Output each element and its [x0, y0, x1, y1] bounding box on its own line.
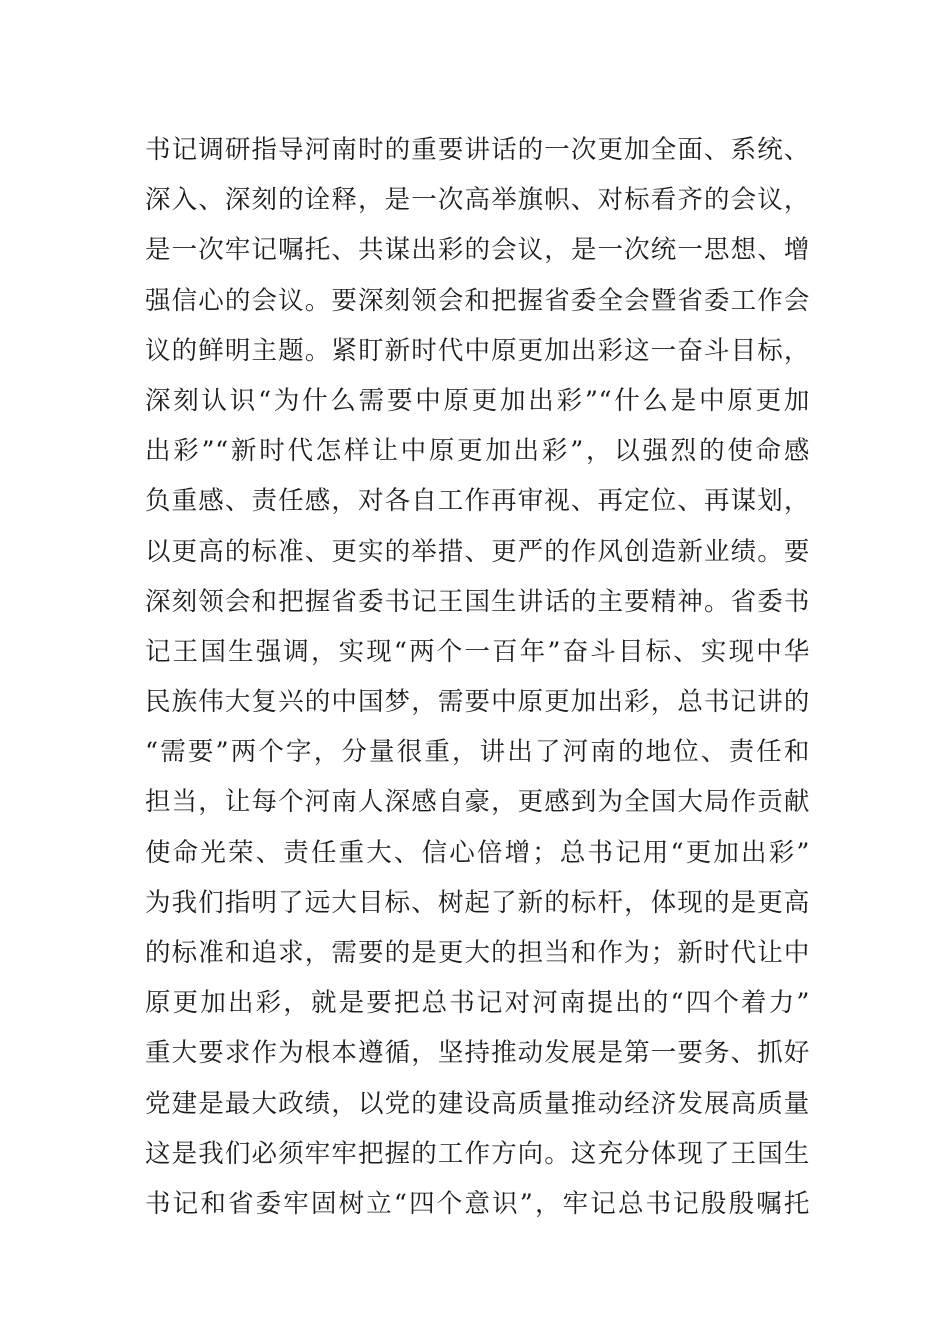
- text-line-8: 负重感、责任感，对各自工作再审视、再定位、再谋划，: [145, 486, 810, 517]
- text-line-15: 使命光荣、责任重大、信心倍增；总书记用“更加出彩”: [145, 837, 810, 868]
- text-line-10: 深刻领会和把握省委书记王国生讲话的主要精神。省委书: [145, 586, 810, 617]
- text-line-19: 重大要求作为根本遵循，坚持推动发展是第一要务、抓好: [145, 1038, 810, 1069]
- text-line-12: 民族伟大复兴的中国梦，需要中原更加出彩，总书记讲的: [145, 687, 810, 718]
- text-line-7: 出彩”“新时代怎样让中原更加出彩”，以强烈的使命感: [145, 436, 810, 467]
- text-line-20: 党建是最大政绩，以党的建设高质量推动经济发展高质量: [145, 1088, 810, 1119]
- text-line-14: 担当，让每个河南人深感自豪，更感到为全国大局作贡献: [145, 787, 810, 818]
- text-line-1: 书记调研指导河南时的重要讲话的一次更加全面、系统、: [145, 135, 810, 165]
- text-line-2: 深入、深刻的诠释，是一次高举旗帜、对标看齐的会议，: [145, 185, 810, 216]
- text-line-22: 书记和省委牢固树立“四个意识”，牢记总书记殷殷嘱托: [145, 1188, 810, 1219]
- body-text: [145, 125, 810, 1229]
- text-line-4: 强信心的会议。要深刻领会和把握省委全会暨省委工作会: [145, 285, 810, 316]
- text-line-13: “需要”两个字，分量很重，讲出了河南的地位、责任和: [145, 737, 810, 768]
- text-line-9: 以更高的标准、更实的举措、更严的作风创造新业绩。要: [145, 536, 810, 567]
- text-line-21: 这是我们必须牢牢把握的工作方向。这充分体现了王国生: [145, 1138, 810, 1169]
- text-line-18: 原更加出彩，就是要把总书记对河南提出的“四个着力”: [145, 988, 810, 1019]
- text-line-17: 的标准和追求，需要的是更大的担当和作为；新时代让中: [145, 938, 810, 968]
- text-line-16: 为我们指明了远大目标、树起了新的标杆，体现的是更高: [145, 887, 810, 918]
- text-line-5: 议的鲜明主题。紧盯新时代中原更加出彩这一奋斗目标，: [145, 335, 810, 366]
- text-line-6: 深刻认识“为什么需要中原更加出彩”“什么是中原更加: [145, 385, 810, 416]
- text-line-11: 记王国生强调，实现“两个一百年”奋斗目标、实现中华: [145, 636, 810, 667]
- text-line-3: 是一次牢记嘱托、共谋出彩的会议，是一次统一思想、增: [145, 235, 810, 266]
